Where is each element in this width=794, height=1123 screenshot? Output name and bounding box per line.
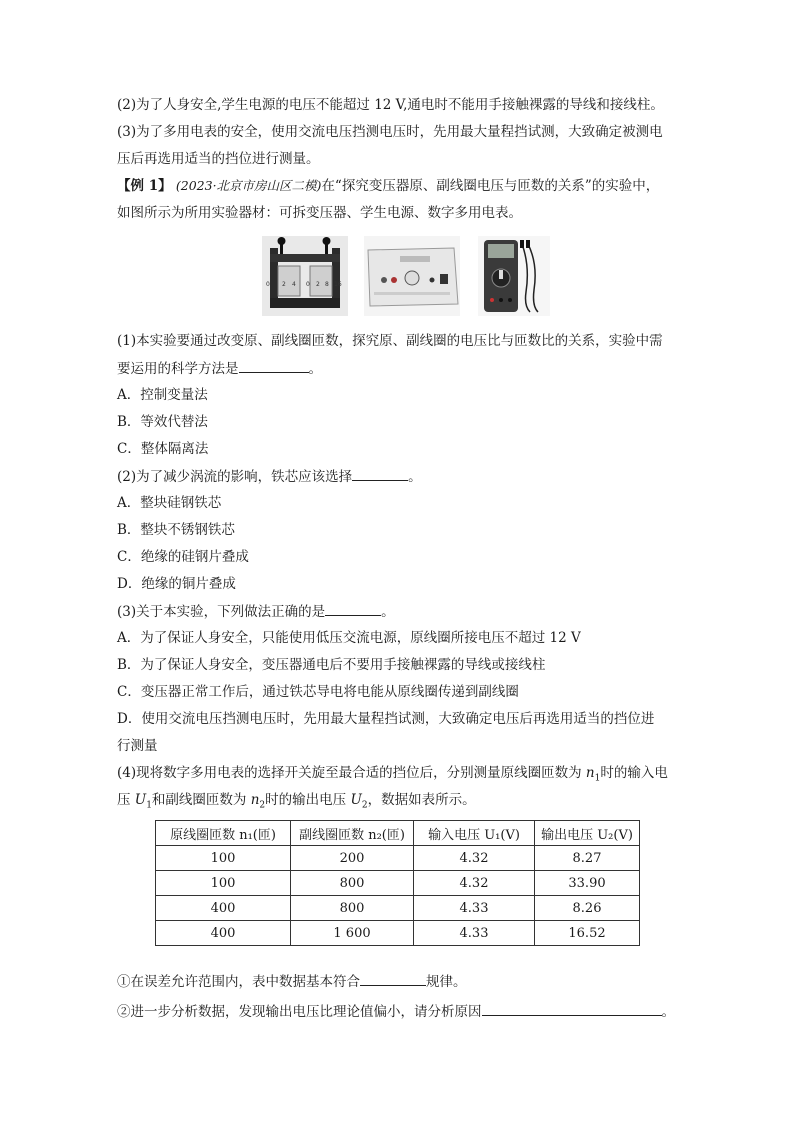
option-a: A．整块硅钢铁芯 [117,495,222,511]
answer-blank[interactable] [360,971,426,986]
table-cell: 4.32 [414,846,535,871]
table-cell: 800 [291,871,414,896]
option-c: C．绝缘的硅钢片叠成 [117,549,249,565]
table-cell: 400 [156,921,291,946]
scale-label: 8 [325,281,329,288]
table-cell: 4.33 [414,921,535,946]
option-d: D．绝缘的铜片叠成 [117,576,236,592]
answer-blank[interactable] [325,601,381,616]
table-row [156,871,640,896]
power-supply-image [364,236,460,316]
table-cell: 1 600 [291,921,414,946]
table-row [156,921,640,946]
example-text: 在“探究变压器原、副线圈电压与匝数的关系”的实验中， [321,178,660,194]
table-cell: 4.33 [414,896,535,921]
transformer-image [262,236,348,316]
table-row [156,896,640,921]
data-table [155,820,640,946]
option-c: C．整体隔离法 [117,441,209,457]
option-b: B．为了保证人身安全，变压器通电后不要用手接触裸露的导线或接线柱 [117,657,546,673]
table-cell: 8.26 [535,896,640,921]
option-a: A．控制变量法 [117,387,208,403]
table-cell: 200 [291,846,414,871]
question-3-stem: (3)关于本实验，下列做法正确的是 。 [117,601,395,622]
sub-question-1: ①在误差允许范围内，表中数据基本符合 规律。 [117,971,467,992]
option-d: D．使用交流电压挡测电压时，先用最大量程挡试测，大致确定电压后再选用适当的挡位进 [117,711,655,727]
answer-blank[interactable] [482,1001,662,1016]
question-4-stem-cont: 压 $U_1$和副线圈匝数为 $n_2$时的输出电压 $U_2$，数据如表所示。 [117,792,476,811]
table-header: 原线圈匝数 n₁(匝) [156,821,291,846]
scale-label: 16 [334,281,342,288]
option-a: A．为了保证人身安全，只能使用低压交流电源，原线圈所接电压不超过 12 V [117,630,581,646]
table-cell: 16.52 [535,921,640,946]
table-header: 输出电压 U₂(V) [535,821,640,846]
option-d-cont: 行测量 [117,738,158,754]
scale-label: 2 [316,281,320,288]
example-source: (2023·北京市房山区二模) [175,178,322,193]
option-c: C．变压器正常工作后，通过铁芯导电将电能从原线圈传递到副线圈 [117,684,519,700]
answer-blank[interactable] [239,358,309,373]
table-cell: 33.90 [535,871,640,896]
question-2-stem: (2)为了减少涡流的影响，铁芯应该选择 。 [117,466,422,487]
table-cell: 8.27 [535,846,640,871]
question-4-stem: (4)现将数字多用电表的选择开关旋至最合适的挡位后，分别测量原线圈匝数为 $n_1$时的输入电 [117,765,668,784]
text-line: 如图所示为所用实验器材：可拆变压器、学生电源、数字多用电表。 [117,205,522,221]
example-heading [117,176,659,196]
answer-blank[interactable] [352,466,408,481]
question-1-stem: 要运用的科学方法是 。 [117,358,322,379]
table-cell: 4.32 [414,871,535,896]
sub-question-2: ②进一步分析数据，发现输出电压比理论值偏小，请分析原因 。 [117,1001,675,1022]
table-cell: 400 [156,896,291,921]
scale-label: 0 [266,281,270,288]
table-header: 副线圈匝数 n₂(匝) [291,821,414,846]
table-header: 输入电压 U₁(V) [414,821,535,846]
text-line: 压后再选用适当的挡位进行测量。 [117,151,320,167]
table-cell: 100 [156,846,291,871]
scale-label: 2 [282,281,286,288]
table-cell: 100 [156,871,291,896]
example-tag: 【例 1】 [117,178,172,194]
table-row [156,846,640,871]
multimeter-image [478,236,550,316]
scale-label: 4 [292,281,296,288]
option-b: B．等效代替法 [117,414,208,430]
option-b: B．整块不锈钢铁芯 [117,522,235,538]
table-cell: 800 [291,896,414,921]
text-line: (1)本实验要通过改变原、副线圈匝数，探究原、副线圈的电压比与匝数比的关系，实验中需 [117,333,663,349]
scale-label: 0 [306,281,310,288]
text-line: (3)为了多用电表的安全，使用交流电压挡测电压时，先用最大量程挡试测，大致确定被测电 [117,124,663,140]
table-header-row [156,821,640,846]
text-line: (2)为了人身安全,学生电源的电压不能超过 12 V,通电时不能用手接触裸露的导线和接线柱。 [117,97,664,113]
